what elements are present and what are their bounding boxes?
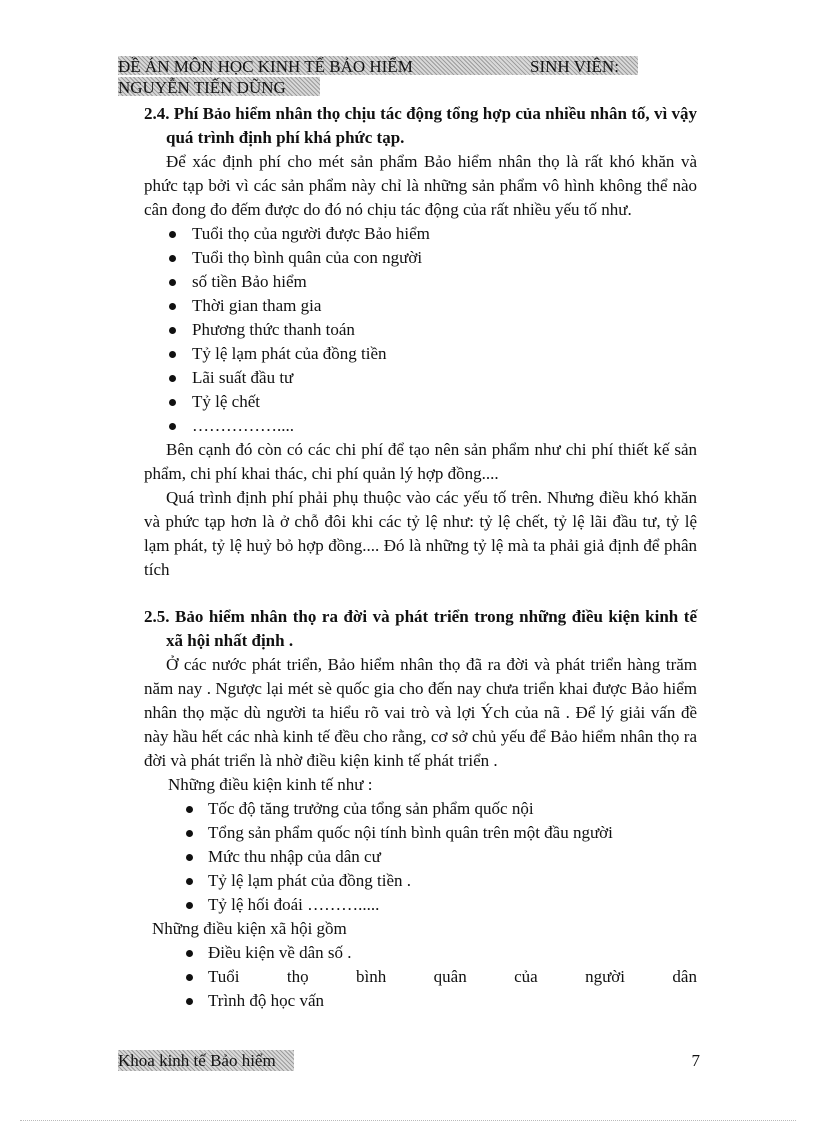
page-number: 7 (691, 1051, 700, 1070)
list-item (144, 965, 697, 989)
section-2-4-heading: 2.4. Phí Bảo hiểm nhân thọ chịu tác động tổng hợp của nhiều nhân tố, vì vậy quá trình định phí khá phức tạp. (144, 104, 697, 147)
word: bình (356, 967, 387, 986)
section-2-5-paragraph-1: Ở các nước phát triển, Bảo hiểm nhân thọ đã ra đời và phát triển hàng trăm năm nay . Ngược lại mét sè quốc gia cho đến nay chưa triển khai được Bảo hiểm nhân thọ mặc dù người ta hiểu rõ vai trò và lợi Ých của nã . Để lý giải vấn đề này hầu hết các nhà kinh tế đều cho rằng, cơ sở chủ yếu để Bảo hiểm nhân thọ ra đời và phát triển là nhờ điều kiện kinh tế phát triển . (144, 655, 697, 770)
section-spacer (144, 582, 697, 605)
list-item: Tỷ lệ lạm phát của đồng tiền . (144, 869, 697, 893)
factor-list (144, 222, 697, 438)
header-course-title: ĐỀ ÁN MÔN HỌC KINH TẾ BẢO HIỂM (118, 57, 413, 76)
word: của (514, 967, 538, 986)
header-student-label: SINH VIÊN: (530, 57, 619, 76)
section-2-4-paragraph-3: Quá trình định phí phải phụ thuộc vào các yếu tố trên. Nhưng điều khó khăn và phức tạp hơn là ở chỗ đôi khi các tỷ lệ như: tỷ lệ chết, tỷ lệ lãi đầu tư, tỷ lệ lạm phát, tỷ lệ huỷ bỏ hợp đồng.... Đó là những tỷ lệ mà ta phải giả định để phân tích (144, 488, 697, 579)
section-2-4-paragraph-1: Để xác định phí cho mét sản phẩm Bảo hiểm nhân thọ là rất khó khăn và phức tạp bởi vì các sản phẩm này chỉ là những sản phẩm vô hình không thể nào cân đong đo đếm được do đó nó chịu tác động của rất nhiều yếu tố như. (144, 152, 697, 219)
footer-faculty: Khoa kinh tế Bảo hiểm (118, 1051, 276, 1070)
social-conditions-intro: Những điều kiện xã hội gồm (152, 919, 347, 938)
header-line-2 (118, 77, 638, 98)
list-item: Điều kiện về dân số . (144, 941, 697, 965)
header-student-name: NGUYỄN TIẾN DŨNG (118, 78, 286, 97)
word: thọ (286, 967, 309, 986)
list-item: Tỷ lệ chết (144, 390, 697, 414)
section-2-5-heading: 2.5. Bảo hiểm nhân thọ ra đời và phát triển trong những điều kiện kinh tế xã hội nhất định . (144, 607, 697, 650)
word: Tuổi (208, 967, 240, 986)
economic-conditions-list (144, 797, 697, 917)
list-item: Mức thu nhập của dân cư (144, 845, 697, 869)
word: người (585, 967, 626, 986)
list-item: Tỷ lệ hối đoái ………..... (144, 893, 697, 917)
list-item: …………….... (144, 414, 697, 438)
word: quân (433, 967, 467, 986)
list-item: Thời gian tham gia (144, 294, 697, 318)
page-header (118, 56, 638, 98)
list-item: Tuổi thọ bình quân của con người (144, 246, 697, 270)
document-body (144, 102, 697, 1013)
list-item: Tổng sản phẩm quốc nội tính bình quân trên một đầu người (144, 821, 697, 845)
page-bottom-border (20, 1120, 796, 1121)
word: dân (672, 967, 697, 986)
list-item: Trình độ học vấn (144, 989, 697, 1013)
social-conditions-list (144, 941, 697, 1013)
economic-conditions-intro: Những điều kiện kinh tế như : (168, 775, 373, 794)
page-footer (118, 1050, 708, 1072)
list-item: Lãi suất đầu tư (144, 366, 697, 390)
justified-line (208, 965, 697, 989)
list-item: Tuổi thọ của người được Bảo hiểm (144, 222, 697, 246)
section-2-4-paragraph-2: Bên cạnh đó còn có các chi phí để tạo nên sản phẩm như chi phí thiết kế sản phẩm, chi phí khai thác, chi phí quản lý hợp đồng.... (144, 440, 697, 483)
list-item: Phương thức thanh toán (144, 318, 697, 342)
header-line-1 (118, 56, 638, 77)
list-item: Tốc độ tăng trưởng của tổng sản phẩm quốc nội (144, 797, 697, 821)
list-item: Tỷ lệ lạm phát của đồng tiền (144, 342, 697, 366)
list-item: số tiền Bảo hiểm (144, 270, 697, 294)
